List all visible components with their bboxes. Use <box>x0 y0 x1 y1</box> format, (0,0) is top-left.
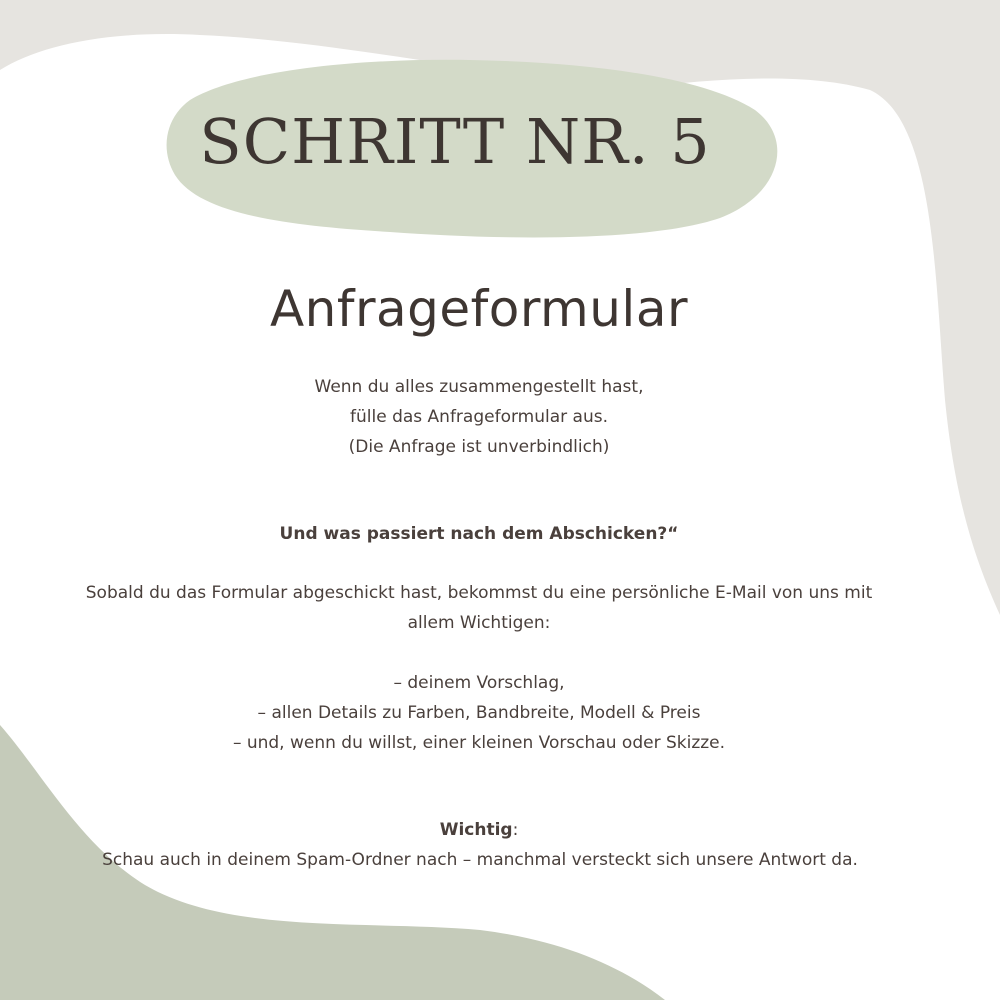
after-submit-text: Sobald du das Formular abgeschickt hast, bekommst du eine persönliche E-Mail von uns mit allem Wichtigen: <box>85 583 873 633</box>
intro-text <box>0 372 958 462</box>
list-item: – allen Details zu Farben, Bandbreite, Modell & Preis <box>257 703 701 723</box>
important-colon: : <box>512 820 519 840</box>
details-list <box>0 668 958 758</box>
list-item: – und, wenn du willst, einer kleinen Vorschau oder Skizze. <box>232 733 726 753</box>
intro-line: fülle das Anfrageformular aus. <box>350 407 608 427</box>
page-heading: Anfrageformular <box>269 280 689 338</box>
important-label-line <box>0 815 958 845</box>
step-title: SCHRITT NR. 5 <box>199 105 711 178</box>
important-text: Schau auch in deinem Spam-Ordner nach – manchmal versteckt sich unsere Antwort da. <box>102 850 858 870</box>
question-heading: Und was passiert nach dem Abschicken?“ <box>279 524 679 544</box>
intro-line: (Die Anfrage ist unverbindlich) <box>348 437 610 457</box>
list-item: – deinem Vorschlag, <box>393 673 565 693</box>
intro-line: Wenn du alles zusammengestellt hast, <box>314 377 644 397</box>
important-label: Wichtig <box>439 820 513 840</box>
